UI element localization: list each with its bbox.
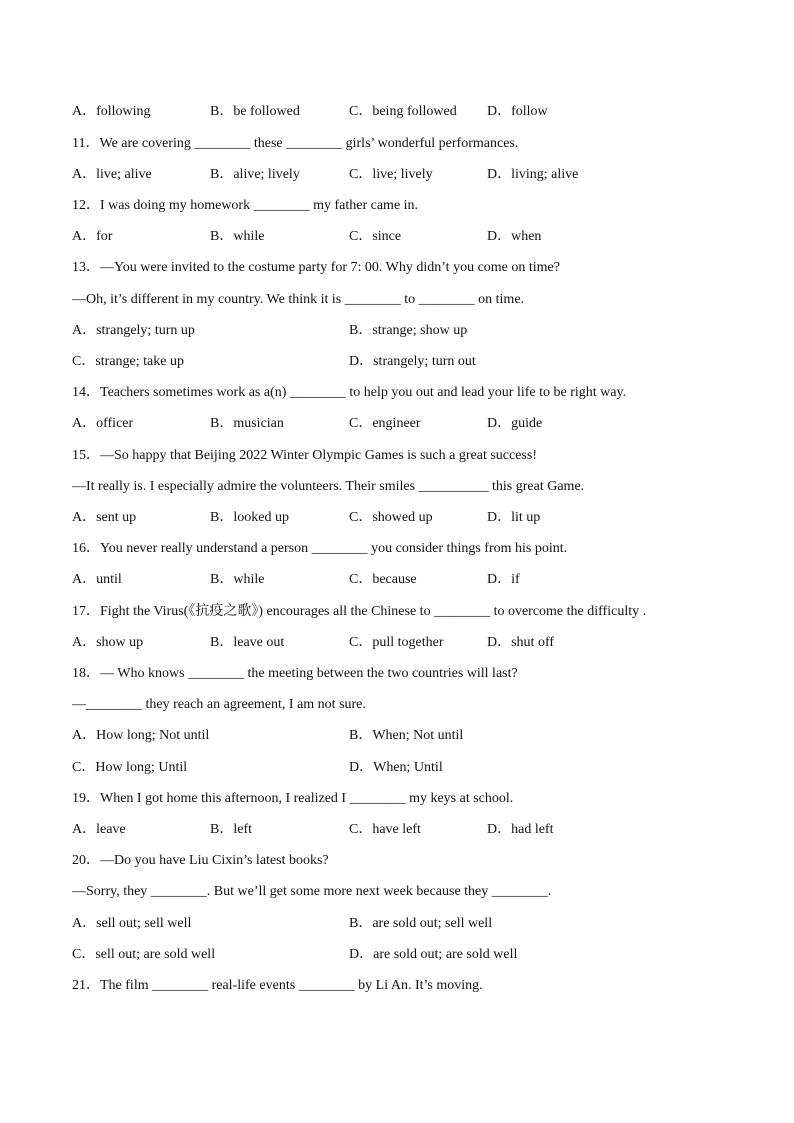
q17-option-c: C．pull together [349,635,444,650]
q18-option-a: A．How long; Not until [72,728,210,743]
q20-option-b: B．are sold out; sell well [349,916,493,931]
q19-option-c: C．have left [349,822,421,837]
q16-option-d: D．if [487,572,520,587]
q10-option-c: C．being followed [349,104,457,119]
q14-stem: 14．Teachers sometimes work as a(n) ________ to help you out and lead your life to be right way. [72,385,627,400]
q19-option-a: A．leave [72,822,126,837]
q13-option-b: B．strange; show up [349,323,468,338]
q18-stem-reply: —________ they reach an agreement, I am not sure. [72,697,366,712]
q15-option-b: B．looked up [210,510,289,525]
q14-option-a: A．officer [72,416,134,431]
q13-stem: 13．—You were invited to the costume party for 7: 00. Why didn’t you come on time? [72,260,560,275]
q11-option-b: B．alive; lively [210,167,300,182]
q17-option-d: D．shut off [487,635,555,650]
q20-stem-reply: —Sorry, they ________. But we’ll get some more next week because they ________. [72,884,552,899]
q15-stem: 15．—So happy that Beijing 2022 Winter Olympic Games is such a great success! [72,448,537,463]
q12-option-a: A．for [72,229,113,244]
q20-option-c: C．sell out; are sold well [72,947,216,962]
q15-stem-reply: —It really is. I especially admire the volunteers. Their smiles __________ this great Game. [72,479,585,494]
q18-option-c: C．How long; Until [72,760,188,775]
q10-option-a: A．following [72,104,151,119]
q12-stem: 12．I was doing my homework ________ my father came in. [72,198,419,213]
q16-stem: 16．You never really understand a person ________ you consider things from his point. [72,541,568,556]
q17-option-b: B．leave out [210,635,285,650]
q11-stem: 11．We are covering ________ these ________ girls’ wonderful performances. [72,136,519,151]
q15-option-a: A．sent up [72,510,137,525]
q16-option-c: C．because [349,572,417,587]
q13-option-d: D．strangely; turn out [349,354,476,369]
q14-option-d: D．guide [487,416,543,431]
q11-option-a: A．live; alive [72,167,152,182]
q11-option-d: D．living; alive [487,167,579,182]
q10-option-b: B．be followed [210,104,300,119]
q19-option-d: D．had left [487,822,554,837]
q21-stem: 21．The film ________ real-life events ________ by Li An. It’s moving. [72,978,483,993]
q20-stem: 20．—Do you have Liu Cixin’s latest books? [72,853,329,868]
q18-option-d: D．When; Until [349,760,443,775]
q16-option-a: A．until [72,572,122,587]
q18-option-b: B．When; Not until [349,728,464,743]
q18-stem: 18．— Who knows ________ the meeting between the two countries will last? [72,666,518,681]
q20-option-d: D．are sold out; are sold well [349,947,518,962]
q19-stem: 19．When I got home this afternoon, I realized I ________ my keys at school. [72,791,514,806]
q19-option-b: B．left [210,822,252,837]
q11-option-c: C．live; lively [349,167,433,182]
q12-option-d: D．when [487,229,542,244]
q12-option-c: C．since [349,229,402,244]
q15-option-c: C．showed up [349,510,433,525]
q15-option-d: D．lit up [487,510,541,525]
q13-stem-reply: —Oh, it’s different in my country. We think it is ________ to ________ on time. [72,292,525,307]
q13-option-c: C．strange; take up [72,354,184,369]
q14-option-b: B．musician [210,416,284,431]
q10-option-d: D．follow [487,104,548,119]
q16-option-b: B．while [210,572,265,587]
q12-option-b: B．while [210,229,265,244]
q14-option-c: C．engineer [349,416,421,431]
q20-option-a: A．sell out; sell well [72,916,192,931]
q17-stem: 17．Fight the Virus(《抗疫之歌》) encourages all the Chinese to ________ to overcome the difficulty . [72,604,647,619]
q17-option-a: A．show up [72,635,144,650]
q13-option-a: A．strangely; turn up [72,323,195,338]
